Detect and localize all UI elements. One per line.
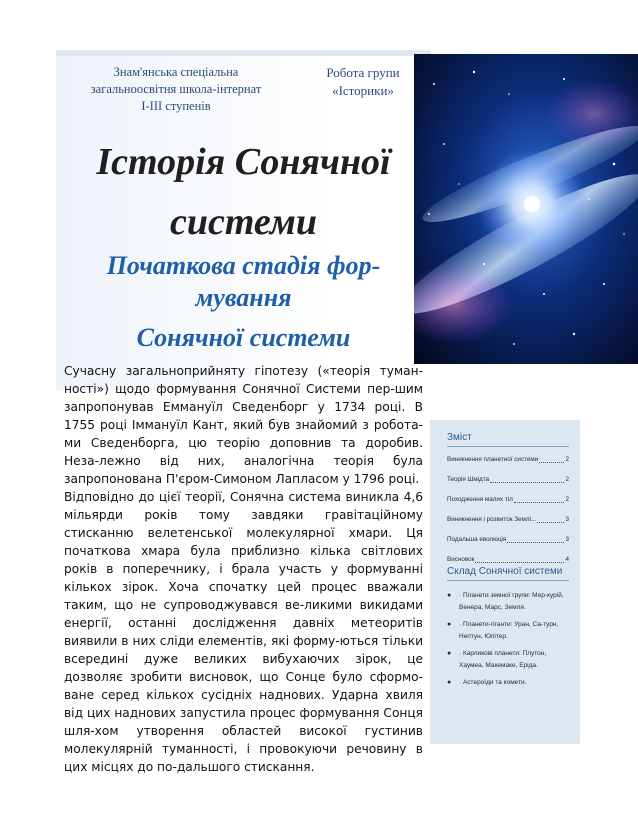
- list-item: ● · Астероїди та комети.: [447, 677, 569, 689]
- paragraph-1: Сучасну загальноприйняту гіпотезу («теорія туман-ності») щодо формування Сонячної Системи пер-шим запропонував Еммануїл Сведенборг у 1734 році. В 1755 році Іммануїл Кант, який був знайомий з робота-ми Сведенборга, цю теорію доповнив та доробив. Неза-лежно від них, аналогічна теорія була запропонована П'єром-Симоном Лапласом у 1796 році.: [64, 364, 423, 486]
- school-name: [76, 64, 276, 115]
- galaxy-illustration: [414, 54, 638, 364]
- toc-item[interactable]: Висновок 4: [447, 556, 569, 563]
- list-item: ● · Карликові планети: Плутон, Хаумеа, Макемаке, Еріда.: [447, 648, 569, 672]
- school-line-3: І-ІІІ ступенів: [141, 99, 211, 113]
- toc-item[interactable]: Походження малих тіл 2: [447, 496, 569, 503]
- group-line-1: Робота групи: [326, 65, 400, 80]
- paragraph-2: Відповідно до цієї теорії, Сонячна система виникла 4,6 мільярди років тому завдяки гравітаційному стисканню велетенської молекулярної хмари. Ця початкова хмара була приблизно кілька світлових років в поперечнику, і брала участь у формуванні кількох зірок. Хоча спочатку цей процес вважали таким, що не супроводжувався ве-ликими викидами енергії, останні дослідження давніх метеоритів виявили в них сліди елементів, які форму-ються тільки всередині дуже великих вибухаючих зірок, це дозволяє зробити висновок, що Сонце було сформо-ване серед кількох сусідніх наднових. Ударна хвиля від цих наднових запустила процес формування Сонця шля-хом утворення областей високої густинив молекулярній туманності, і провокуючи речовину в цих місцях до по-дальшого стискання.: [64, 490, 423, 774]
- toc-item[interactable]: Подальша еволюція 3: [447, 536, 569, 543]
- title-line-1: Історія Сонячної: [96, 141, 391, 183]
- list-item: ● · Планети-гіганти: Уран, Са-турн, Нептун, Юпітер.: [447, 619, 569, 643]
- group-name: [308, 64, 418, 100]
- toc-item[interactable]: Виникнення і розвиток Землі... 3: [447, 516, 569, 523]
- school-line-2: загальноосвітня школа-інтернат: [90, 82, 262, 96]
- bullet-icon: ●: [447, 650, 452, 657]
- bullet-icon: ●: [447, 592, 452, 599]
- page-subtitle: [56, 250, 431, 354]
- list-item: ● · Планети земної групи: Мер-курій, Венера, Марс, Земля.: [447, 590, 569, 614]
- composition-heading: Склад Сонячної системи: [447, 566, 563, 577]
- subtitle-line-3: Сонячної системи: [136, 323, 351, 352]
- group-line-2: «Історики»: [332, 83, 394, 98]
- bullet-icon: ●: [447, 679, 452, 686]
- table-of-contents: [447, 456, 569, 576]
- composition-list: [447, 590, 569, 694]
- article-body: [64, 362, 423, 776]
- toc-heading: Зміст: [447, 432, 472, 443]
- subtitle-line-1: Початкова стадія фор-: [106, 251, 381, 280]
- bullet-icon: ●: [447, 621, 452, 628]
- composition-divider: [447, 580, 569, 581]
- school-line-1: Знам'янська спеціальна: [113, 65, 239, 79]
- toc-item[interactable]: Теорія Шмідта 2: [447, 476, 569, 483]
- title-line-2: системи: [169, 201, 317, 243]
- galaxy-image: [414, 54, 638, 364]
- page-title: [56, 132, 431, 252]
- toc-item[interactable]: Виникнення планетної системи 2: [447, 456, 569, 463]
- toc-divider: [447, 446, 569, 447]
- subtitle-line-2: мування: [195, 283, 292, 312]
- header-strip: [56, 50, 431, 56]
